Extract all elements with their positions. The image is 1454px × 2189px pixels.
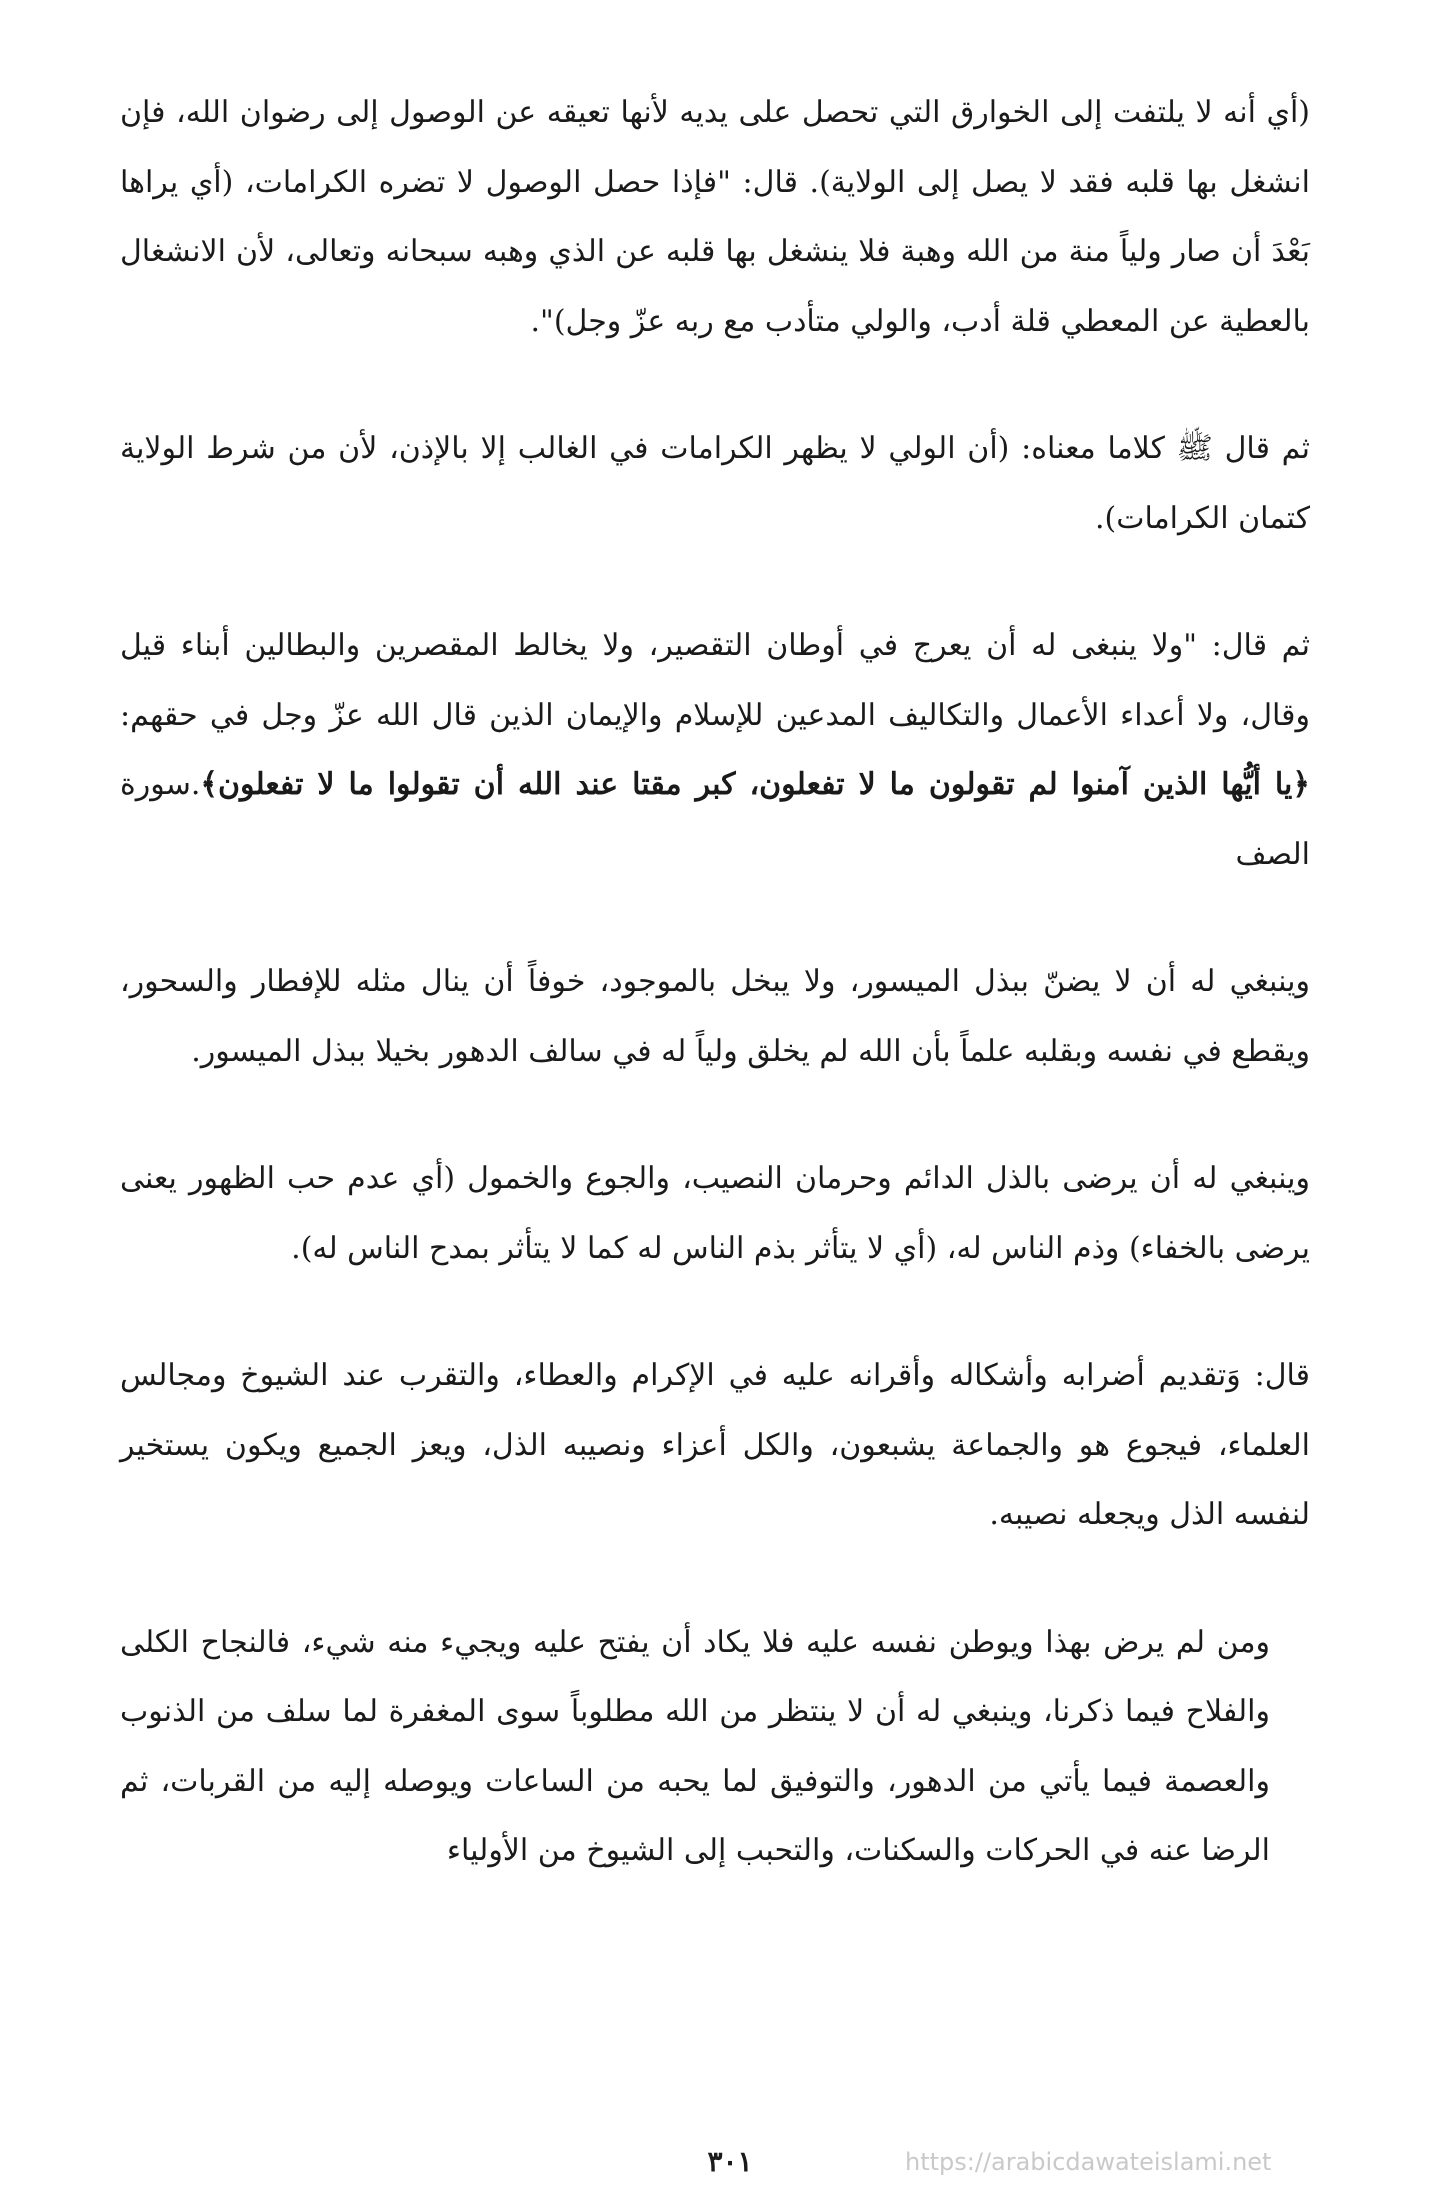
- paragraph-4: [120, 947, 1310, 1086]
- document-page: [120, 78, 1310, 1886]
- page-number: ٣٠١: [707, 2145, 753, 2178]
- paragraph-text: (أي أنه لا يلتفت إلى الخوارق التي تحصل على يديه لأنها تعيقه عن الوصول إلى رضوان الله، فإن انشغل بها قلبه فقد لا يصل إلى الولاية). قال: "فإذا حصل الوصول لا تضره الكرامات، (أي يراها بَعْدَ أن صار ولياً منة من الله وهبة فلا ينشغل بها قلبه عن الذي وهبه سبحانه وتعالى، لأن الانشغال بالعطية عن المعطي قلة أدب، والولي متأدب مع ربه عزّ وجل)".: [120, 95, 1310, 339]
- paragraph-text: ثم قال: "ولا ينبغى له أن يعرج في أوطان التقصير، ولا يخالط المقصرين والبطالين أبناء قيل وقال، ولا أعداء الأعمال والتكاليف المدعين للإسلام والإيمان الذين قال الله عزّ وجل في حقهم:: [120, 628, 1310, 733]
- surah-reference: .سورة الصف: [120, 767, 1310, 872]
- quran-verse: ﴿يا أيُّها الذين آمنوا لم تقولون ما لا تفعلون، كبر مقتا عند الله أن تقولوا ما لا تفعلون﴾: [200, 767, 1310, 802]
- paragraph-3: [120, 611, 1310, 889]
- paragraph-6: [120, 1341, 1310, 1550]
- paragraph-1: [120, 78, 1310, 356]
- paragraph-5: [120, 1144, 1310, 1283]
- watermark-url: https://arabicdawateislami.net: [905, 2148, 1272, 2176]
- paragraph-text: ثم قال ﷺ كلاما معناه: (أن الولي لا يظهر الكرامات في الغالب إلا بالإذن، لأن من شرط الولاية كتمان الكرامات).: [120, 431, 1310, 536]
- paragraph-text: وينبغي له أن لا يضنّ ببذل الميسور، ولا يبخل بالموجود، خوفاً أن ينال مثله للإفطار والسحور، ويقطع في نفسه وبقلبه علماً بأن الله لم يخلق ولياً له في سالف الدهور بخيلا ببذل الميسور.: [120, 964, 1310, 1069]
- paragraph-text: قال: وَتقديم أضرابه وأشكاله وأقرانه عليه في الإكرام والعطاء، والتقرب عند الشيوخ ومجالس العلماء، فيجوع هو والجماعة يشبعون، والكل أعزاء ونصيبه الذل، ويعز الجميع ويكون يستخير لنفسه الذل ويجعله نصيبه.: [120, 1358, 1310, 1532]
- paragraph-7: [120, 1608, 1310, 1886]
- paragraph-text: ومن لم يرض بهذا ويوطن نفسه عليه فلا يكاد أن يفتح عليه ويجيء منه شيء، فالنجاح الكلى والفلاح فيما ذكرنا، وينبغي له أن لا ينتظر من الله مطلوباً سوى المغفرة لما سلف من الذنوب والعصمة فيما يأتي من الدهور، والتوفيق لما يحبه من الساعات ويوصله إليه من القربات، ثم الرضا عنه في الحركات والسكنات، والتحبب إلى الشيوخ من الأولياء: [120, 1624, 1270, 1868]
- paragraph-2: [120, 414, 1310, 553]
- paragraph-text: وينبغي له أن يرضى بالذل الدائم وحرمان النصيب، والجوع والخمول (أي عدم حب الظهور يعنى يرضى بالخفاء) وذم الناس له، (أي لا يتأثر بذم الناس له كما لا يتأثر بمدح الناس له).: [120, 1161, 1310, 1266]
